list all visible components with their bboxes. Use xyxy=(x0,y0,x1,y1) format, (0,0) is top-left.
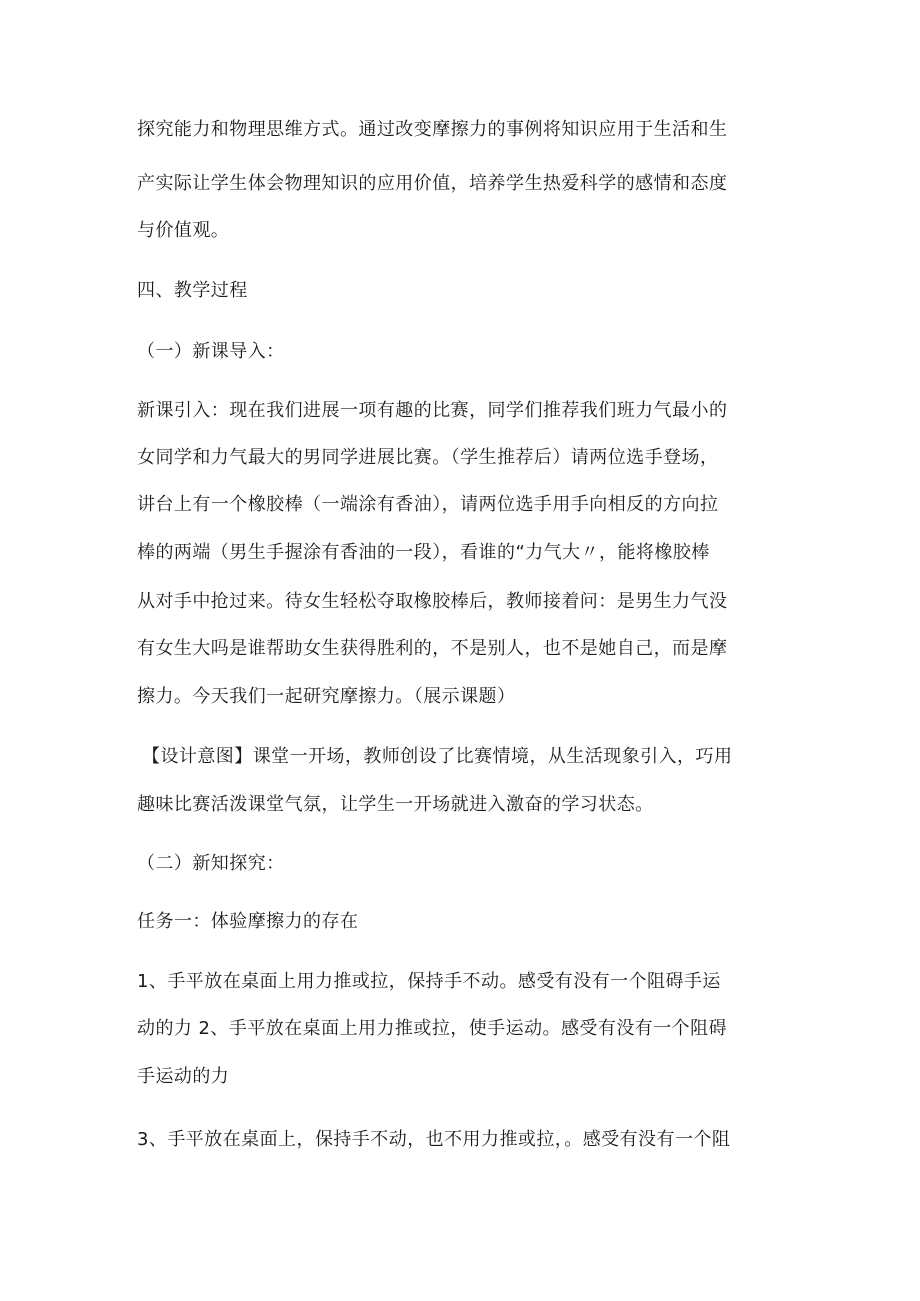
subsection-heading: （一）新课导入： xyxy=(137,341,285,362)
section-heading: 四、教学过程 xyxy=(137,280,248,301)
text-line: 产实际让学生体会物理知识的应用价值，培养学生热爱科学的感情和态度 xyxy=(137,173,728,194)
text-line: 女同学和力气最大的男同学进展比赛。（学生推荐后）请两位选手登场， xyxy=(137,447,719,468)
subsection-heading: （二）新知探究： xyxy=(137,853,285,874)
text-line: 擦力。今天我们一起研究摩擦力。（展示课题） xyxy=(137,686,516,707)
design-intent-line: 【设计意图】课堂一开场，教师创设了比赛情境，从生活现象引入，巧用 xyxy=(142,746,733,767)
text-line: 有女生大吗是谁帮助女生获得胜利的，不是别人，也不是她自己，而是摩 xyxy=(137,638,728,659)
task-heading: 任务一：体验摩擦力的存在 xyxy=(137,911,359,932)
text-line: 探究能力和物理思维方式。通过改变摩擦力的事例将知识应用于生活和生 xyxy=(137,119,728,140)
text-line: 动的力 2、手平放在桌面上用力推或拉，使手运动。感受有没有一个阻碍 xyxy=(137,1018,728,1039)
text-line: 1、手平放在桌面上用力推或拉，保持手不动。感受有没有一个阻碍手运 xyxy=(137,971,721,992)
text-line: 棒的两端（男生手握涂有香油的一段），看谁的“力气大〃，能将橡胶棒 xyxy=(137,542,710,563)
text-line: 讲台上有一个橡胶棒（一端涂有香油），请两位选手用手向相反的方向拉 xyxy=(137,494,719,515)
text-line: 从对手中抢过来。待女生轻松夺取橡胶棒后，教师接着问：是男生力气没 xyxy=(137,591,728,612)
text-line: 与价值观。 xyxy=(137,220,230,241)
text-line: 手运动的力 xyxy=(137,1066,230,1087)
text-line: 新课引入：现在我们进展一项有趣的比赛，同学们推荐我们班力气最小的 xyxy=(137,400,728,421)
text-line: 3、手平放在桌面上，保持手不动，也不用力推或拉，。感受有没有一个阻 xyxy=(137,1129,731,1150)
text-line: 趣味比赛活泼课堂气氛，让学生一开场就进入激奋的学习状态。 xyxy=(137,794,654,815)
